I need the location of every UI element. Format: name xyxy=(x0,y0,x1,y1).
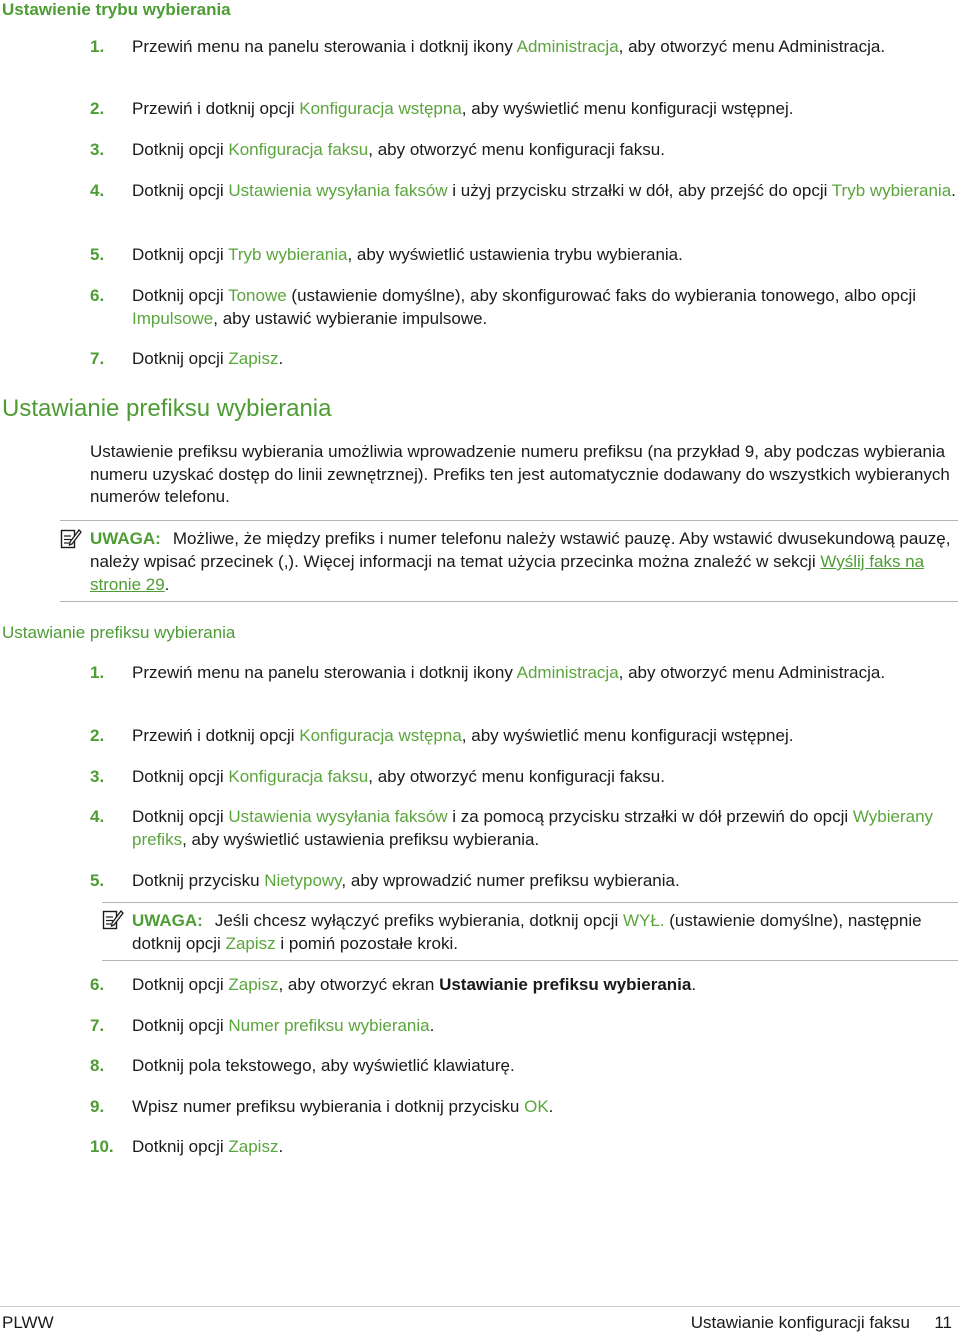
step-text: Dotknij opcji Tonowe (ustawienie domyślne), aby skonfigurować faks do wybierania tonowego, albo opcji Impulsowe, aby ustawić wybieranie impulsowe. xyxy=(132,286,917,328)
menu-option-label: Konfiguracja faksu xyxy=(228,140,369,159)
footer-doc-code: PLWW xyxy=(2,1313,54,1332)
step-number: 9. xyxy=(90,1097,105,1116)
step-number: 5. xyxy=(90,871,105,890)
step-text: Dotknij opcji Ustawienia wysyłania faksów i za pomocą przycisku strzałki w dół przewiń do opcji Wybierany prefiks, aby wyświetlić ustawienia prefiksu wybierania. xyxy=(132,807,934,849)
step-number: 6. xyxy=(90,975,105,994)
note-divider xyxy=(102,960,958,961)
list-item xyxy=(90,724,958,747)
section-subheading-dial-prefix: Ustawianie prefiksu wybierania xyxy=(2,623,236,642)
menu-option-label: Zapisz xyxy=(228,975,279,994)
step-number: 10. xyxy=(90,1137,114,1156)
note-box: UWAGA: Jeśli chcesz wyłączyć prefiks wybierania, dotknij opcji WYŁ. (ustawienie domyślne), następnie dotknij opcji Zapisz i pomiń pozostałe kroki. xyxy=(132,911,922,953)
note-icon xyxy=(102,908,124,930)
menu-option-label: Zapisz xyxy=(228,349,279,368)
list-item xyxy=(90,179,958,202)
step-number: 5. xyxy=(90,245,105,264)
menu-option-label: Konfiguracja wstępna xyxy=(299,726,462,745)
section-heading-dial-mode: Ustawienie trybu wybierania xyxy=(2,0,231,19)
step-text: Dotknij opcji Zapisz. xyxy=(132,349,284,368)
step-number: 7. xyxy=(90,349,105,368)
step-text: Przewiń i dotknij opcji Konfiguracja wstępna, aby wyświetlić menu konfiguracji wstępnej. xyxy=(132,99,794,118)
menu-option-label: OK xyxy=(524,1097,549,1116)
note-divider xyxy=(102,902,958,903)
list-item xyxy=(90,1095,958,1118)
menu-option-label: Tryb wybierania xyxy=(228,245,348,264)
list-item xyxy=(90,765,958,788)
list-item xyxy=(90,347,958,370)
step-text: Przewiń menu na panelu sterowania i dotknij ikony Administracja, aby otworzyć menu Administracja. xyxy=(132,663,886,682)
step-text: Dotknij opcji Zapisz. xyxy=(132,1137,284,1156)
list-item xyxy=(90,138,958,161)
menu-option-label: Administracja xyxy=(516,663,619,682)
step-number: 2. xyxy=(90,99,105,118)
step-text: Dotknij opcji Ustawienia wysyłania faksów i użyj przycisku strzałki w dół, aby przejść do opcji Tryb wybierania. xyxy=(132,181,956,200)
menu-option-label: Ustawienia wysyłania faksów xyxy=(228,807,448,826)
menu-option-label: Administracja xyxy=(516,37,619,56)
note-label: UWAGA: xyxy=(132,911,203,930)
menu-option-label: Tryb wybierania xyxy=(831,181,952,200)
note-icon xyxy=(60,527,82,549)
intro-paragraph: Ustawienie prefiksu wybierania umożliwia wprowadzenie numeru prefiksu (na przykład 9, aby podczas wybierania numeru uzyskać dostęp do linii zewnętrznej). Prefiks ten jest automatycznie dodawany do wszystkich wybieranych numerów telefonu. xyxy=(90,442,950,506)
step-number: 2. xyxy=(90,726,105,745)
step-number: 4. xyxy=(90,181,105,200)
step-text: Dotknij opcji Numer prefiksu wybierania. xyxy=(132,1016,435,1035)
menu-option-label: Numer prefiksu wybierania xyxy=(228,1016,430,1035)
footer-divider xyxy=(0,1306,960,1307)
step-number: 3. xyxy=(90,767,105,786)
note-divider xyxy=(60,520,958,521)
list-item xyxy=(90,973,958,996)
menu-option-label: Ustawienia wysyłania faksów xyxy=(228,181,448,200)
step-text: Dotknij opcji Tryb wybierania, aby wyświetlić ustawienia trybu wybierania. xyxy=(132,245,683,264)
list-item xyxy=(90,661,958,684)
menu-option-label: Zapisz xyxy=(225,934,276,953)
menu-option-label: WYŁ. xyxy=(622,911,665,930)
menu-option-label: Zapisz xyxy=(228,1137,279,1156)
menu-option-label: Nietypowy xyxy=(264,871,342,890)
step-number: 7. xyxy=(90,1016,105,1035)
step-number: 6. xyxy=(90,286,105,305)
note-label: UWAGA: xyxy=(90,529,161,548)
menu-option-label: Wybierany prefiks xyxy=(132,807,934,849)
menu-option-label: Impulsowe xyxy=(132,309,214,328)
step-number: 3. xyxy=(90,140,105,159)
list-item xyxy=(90,869,958,892)
menu-option-label: Konfiguracja faksu xyxy=(228,767,369,786)
step-text: Dotknij opcji Zapisz, aby otworzyć ekran Ustawianie prefiksu wybierania. xyxy=(132,975,697,994)
menu-option-label: Konfiguracja wstępna xyxy=(299,99,462,118)
page-number: 11 xyxy=(934,1313,952,1332)
note-divider xyxy=(60,601,958,602)
step-text: Wpisz numer prefiksu wybierania i dotknij przycisku OK. xyxy=(132,1097,554,1116)
list-item xyxy=(90,1014,958,1037)
step-text: Dotknij przycisku Nietypowy, aby wprowadzić numer prefiksu wybierania. xyxy=(132,871,680,890)
step-number: 1. xyxy=(90,663,105,682)
step-text: Dotknij pola tekstowego, aby wyświetlić klawiaturę. xyxy=(132,1056,515,1075)
step-text: Przewiń i dotknij opcji Konfiguracja wstępna, aby wyświetlić menu konfiguracji wstępnej. xyxy=(132,726,794,745)
list-item xyxy=(90,35,958,58)
list-item xyxy=(90,1135,958,1158)
step-number: 1. xyxy=(90,37,105,56)
step-text: Dotknij opcji Konfiguracja faksu, aby otworzyć menu konfiguracji faksu. xyxy=(132,767,665,786)
step-text: Dotknij opcji Konfiguracja faksu, aby otworzyć menu konfiguracji faksu. xyxy=(132,140,665,159)
step-number: 4. xyxy=(90,807,105,826)
list-item xyxy=(90,805,958,851)
footer-chapter-title: Ustawianie konfiguracji faksu xyxy=(690,1313,910,1332)
menu-option-label: Tonowe xyxy=(228,286,287,305)
list-item xyxy=(90,284,958,330)
screen-name: Ustawianie prefiksu wybierania xyxy=(439,975,692,994)
list-item xyxy=(90,1054,958,1077)
section-heading-dial-prefix: Ustawianie prefiksu wybierania xyxy=(2,395,332,422)
list-item xyxy=(90,243,958,266)
list-item xyxy=(90,97,958,120)
note-box: UWAGA: Możliwe, że między prefiks i numer telefonu należy wstawić pauzę. Aby wstawić dwusekundową pauzę, należy wpisać przecinek (,). Więcej informacji na temat użycia przecinka można znaleźć w sekcji Wyślij faks na stronie 29. xyxy=(90,529,951,594)
step-text: Przewiń menu na panelu sterowania i dotknij ikony Administracja, aby otworzyć menu Administracja. xyxy=(132,37,886,56)
step-number: 8. xyxy=(90,1056,105,1075)
page-link-send-fax[interactable]: Wyślij faks na stronie 29 xyxy=(90,552,925,594)
